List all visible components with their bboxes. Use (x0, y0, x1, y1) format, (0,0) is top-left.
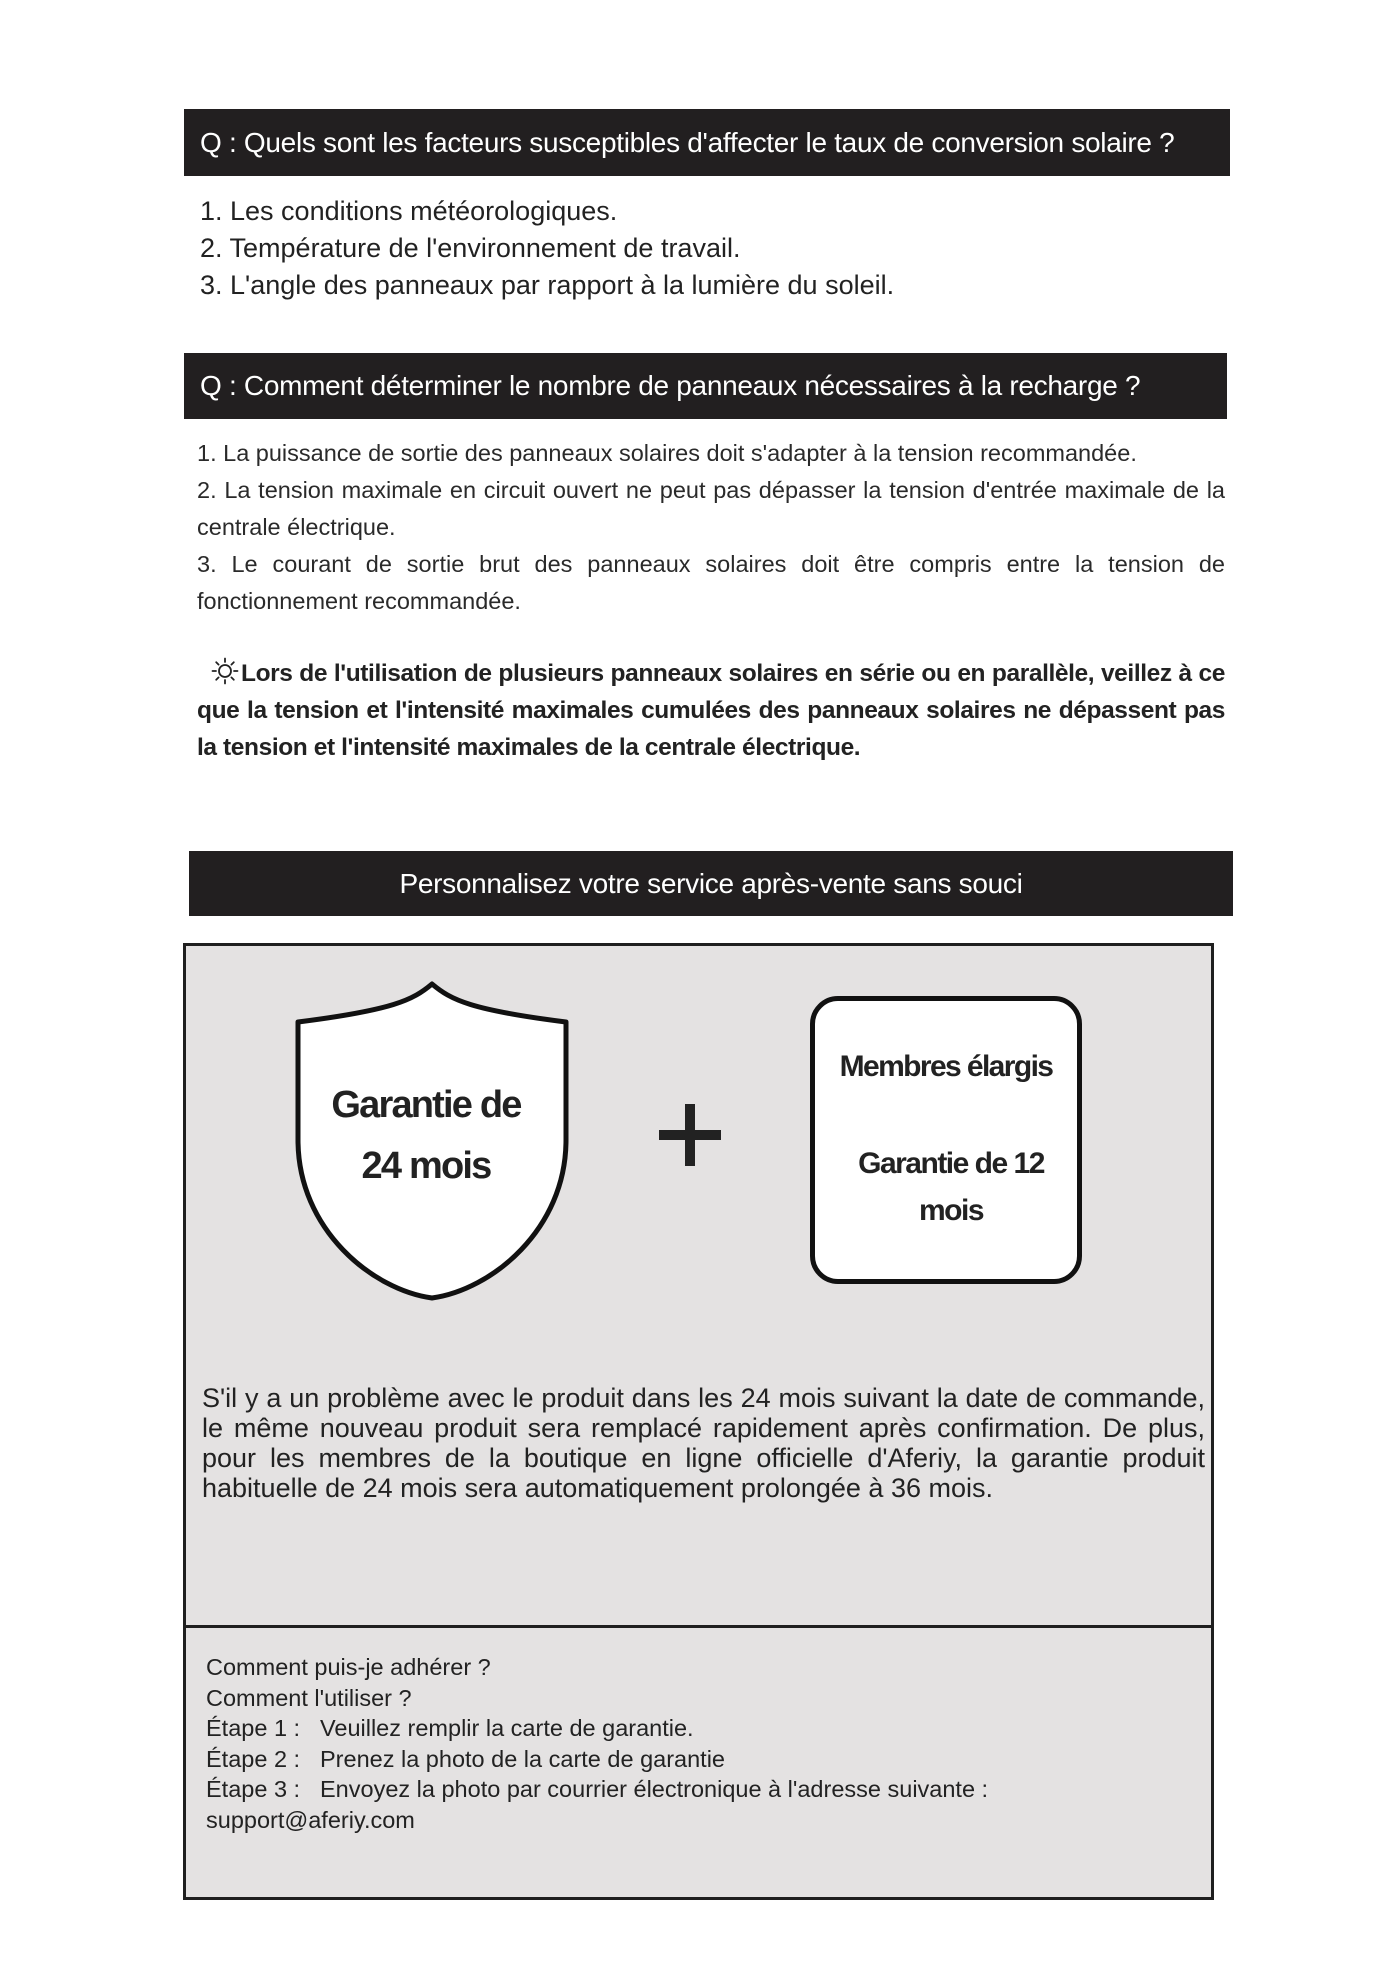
step-label: Étape 3 : (206, 1776, 301, 1802)
list-item: 2. La tension maximale en circuit ouvert ne peut pas dépasser la tension d'entrée maximale de la centrale électrique. (197, 477, 1225, 540)
list-item: 1. La puissance de sortie des panneaux solaires doit s'adapter à la tension recommandée. (197, 440, 1137, 466)
tip-note (197, 655, 1225, 766)
step-text: Prenez la photo de la carte de garantie (320, 1745, 725, 1772)
faq-question-text: Q : Comment déterminer le nombre de panneaux nécessaires à la recharge ? (200, 370, 1141, 401)
member-title: Membres élargis (839, 1050, 1053, 1083)
warranty-description: S'il y a un problème avec le produit dans les 24 mois suivant la date de commande, le même nouveau produit sera remplacé rapidement après confirmation. De plus, pour les membres de la boutique en ligne officielle d'Aferiy, la garantie produit habituelle de 24 mois sera automatiquement prolongée à 36 mois. (202, 1383, 1205, 1503)
service-title: Personnalisez votre service après-vente sans souci (399, 867, 1023, 899)
list-item: 1. Les conditions météorologiques. (200, 196, 618, 226)
faq-answer-list (200, 193, 1180, 304)
faq-answer-list (197, 435, 1225, 620)
plus-icon (655, 1100, 725, 1170)
divider (183, 1625, 1214, 1628)
member-line2: mois (918, 1194, 984, 1227)
step-row (206, 1774, 1196, 1805)
step-text: Veuillez remplir la carte de garantie. (320, 1715, 694, 1741)
faq-question-panels (184, 353, 1227, 419)
member-line1: Garantie de 12 (858, 1147, 1044, 1180)
step-row (206, 1744, 1196, 1775)
faq-question-text: Q : Quels sont les facteurs susceptibles d'affecter le taux de conversion solaire ? (200, 126, 1175, 158)
list-item: 2. Température de l'environnement de travail. (200, 233, 741, 263)
step-label: Étape 1 : (206, 1715, 301, 1741)
sun-icon (211, 657, 239, 685)
how-use: Comment l'utiliser ? (206, 1684, 412, 1711)
tip-text: Lors de l'utilisation de plusieurs panneaux solaires en série ou en parallèle, veillez à ce que la tension et l'intensité maximales cumulées des panneaux solaires ne dépassent pas la tension et l'intensité maximales de la centrale électrique. (197, 660, 1225, 761)
service-title-bar (189, 851, 1233, 916)
shield-line1: Garantie de (331, 1084, 521, 1126)
faq-question-conversion (184, 109, 1230, 176)
support-email[interactable]: support@aferiy.com (206, 1806, 415, 1833)
how-join: Comment puis-je adhérer ? (206, 1654, 491, 1680)
list-item: 3. Le courant de sortie brut des panneaux solaires doit être compris entre la tension de fonctionnement recommandée. (197, 551, 1225, 614)
step-label: Étape 2 : (206, 1745, 301, 1772)
step-row (206, 1713, 1196, 1744)
list-item: 3. L'angle des panneaux par rapport à la lumière du soleil. (200, 270, 895, 300)
membership-steps (206, 1652, 1196, 1835)
shield-line2: 24 mois (361, 1145, 491, 1187)
warranty-24-label (293, 1075, 559, 1197)
step-text: Envoyez la photo par courrier électronique à l'adresse suivante : (320, 1776, 989, 1802)
member-warranty-label (836, 1140, 1066, 1234)
